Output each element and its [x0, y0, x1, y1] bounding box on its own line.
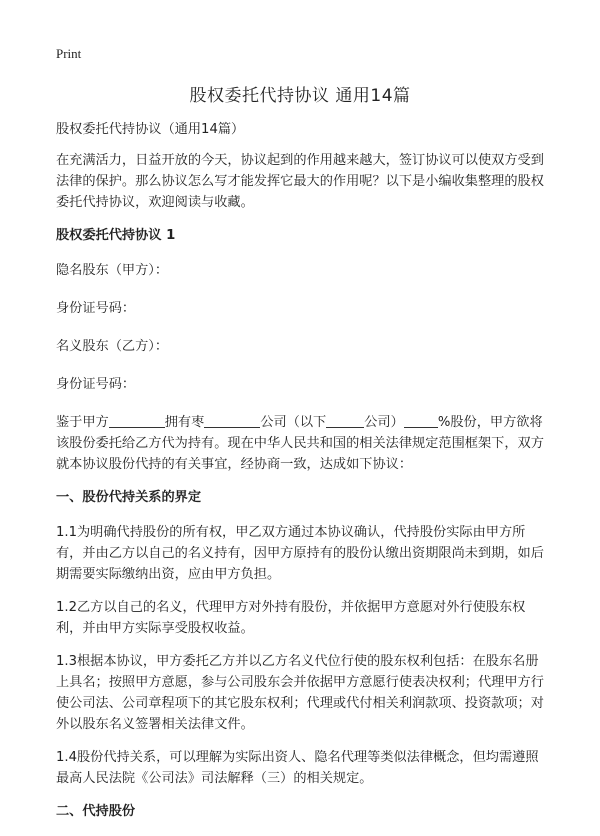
blank-line	[204, 413, 260, 428]
id-number-field-2: 身份证号码：	[56, 377, 136, 392]
preamble-text-1: 鉴于甲方	[56, 415, 109, 430]
preamble-text-5: %股份，甲方欲将该股份委托给乙方代为持有。现在中华人民共和国的相关法律规定范围框架下，双方就本协议股份代持的有关事宜，经协商一致，达成如下协议：	[56, 415, 544, 472]
hidden-shareholder-field: 隐名股东（甲方）：	[56, 263, 169, 278]
print-link[interactable]: Print	[56, 46, 82, 61]
document-subtitle: 股权委托代持协议（通用14篇）	[56, 122, 245, 137]
page-title: 股权委托代持协议 通用14篇	[189, 86, 411, 106]
heading-2: 二、代持股份	[56, 804, 136, 819]
blank-line	[404, 413, 438, 428]
clause-1-4: 1.4股份代持关系，可以理解为实际出资人、隐名代理等类似法律概念，但均需遵照最高人民法院《公司法》司法解释（三）的相关规定。	[56, 750, 539, 786]
blank-line	[109, 413, 165, 428]
preamble-paragraph	[56, 412, 548, 475]
preamble-text-2: 拥有枣	[164, 415, 205, 430]
clause-1-2: 1.2乙方以自己的名义，代理甲方对外持有股份，并依据甲方意愿对外行使股东权利，并由甲方实际享受股权收益。	[56, 600, 526, 636]
document-body	[56, 119, 548, 836]
clause-1-1: 1.1为明确代持股份的所有权，甲乙双方通过本协议确认，代持股份实际由甲方所有，并由乙方以自己的名义持有，因甲方原持有的股份认缴出资期限尚未到期，如后期需要实际缴纳出资，应由甲方负担。	[56, 525, 544, 582]
intro-paragraph: 在充满活力，日益开放的今天，协议起到的作用越来越大，签订协议可以使双方受到法律的保护。那么协议怎么写才能发挥它最大的作用呢？以下是小编收集整理的股权委托代持协议，欢迎阅读与收藏。	[56, 153, 544, 210]
heading-1: 一、股份代持关系的界定	[56, 490, 202, 505]
blank-line	[326, 413, 364, 428]
nominee-shareholder-field: 名义股东（乙方）：	[56, 339, 169, 354]
section-title: 股权委托代持协议 1	[56, 228, 176, 243]
preamble-text-4: 公司）	[364, 415, 404, 430]
preamble-text-3: 公司（以下	[260, 415, 327, 430]
id-number-field-1: 身份证号码：	[56, 301, 136, 316]
clause-1-3: 1.3根据本协议，甲方委托乙方并以乙方名义代位行使的股东权利包括：在股东名册上具名；按照甲方意愿，参与公司股东会并依据甲方意愿行使表决权利；代理甲方行使公司法、公司章程项下的其它股东权利；代理或代付相关利润款项、投资款项；对外以股东名义签署相关法律文件。	[56, 654, 544, 732]
